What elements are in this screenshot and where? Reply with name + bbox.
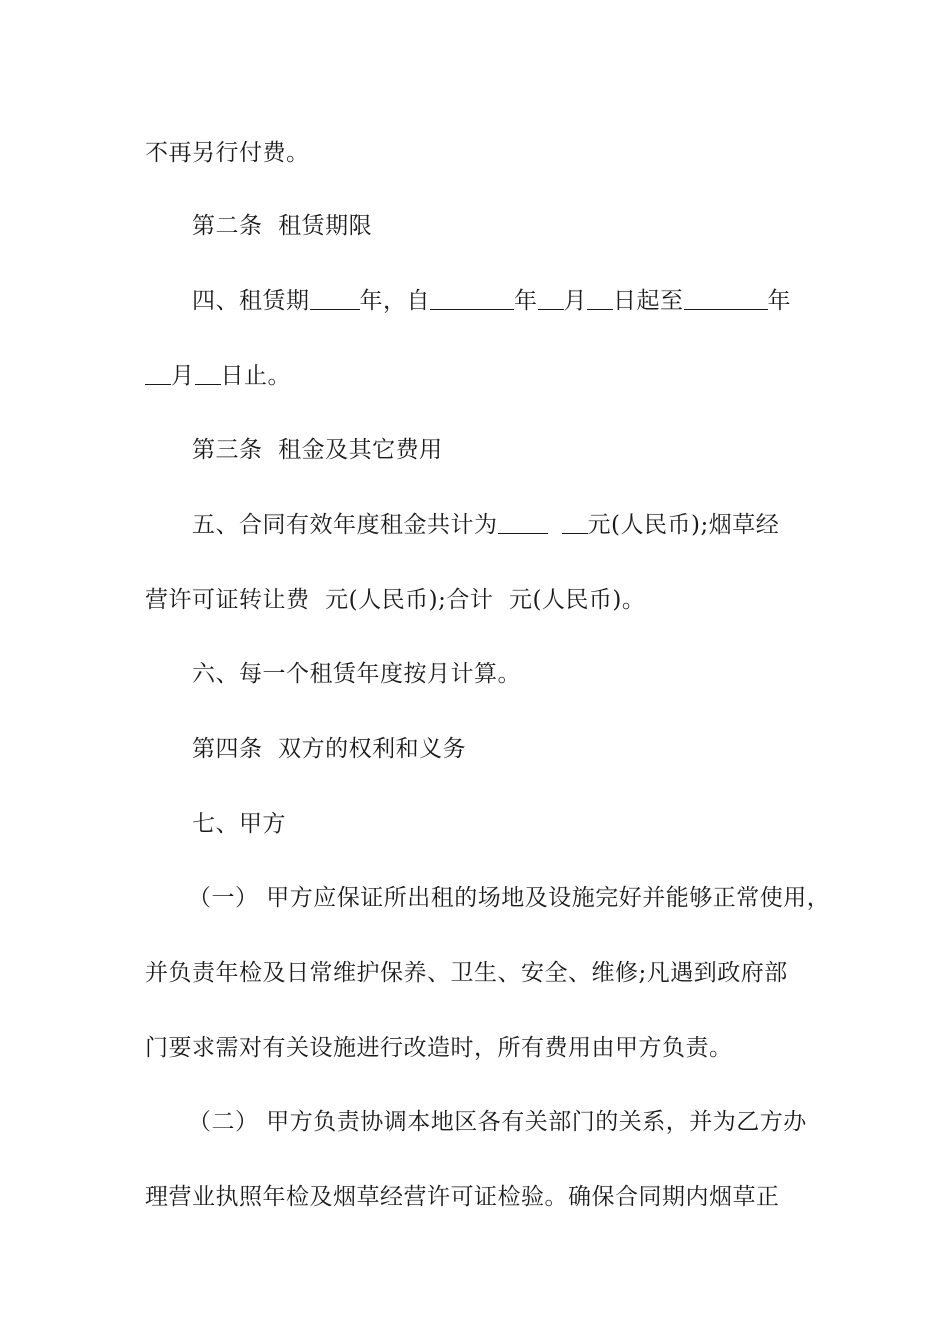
clause-5-continuation: 营许可证转让费 元(人民币);合计 元(人民币)。 xyxy=(145,587,646,613)
clause-4-text: 年 xyxy=(514,288,538,314)
clause-5-text: 元(人民币);烟草经 xyxy=(587,512,780,538)
clause-4-continuation xyxy=(145,361,291,391)
item-1-line-2: 并负责年检及日常维护保养、卫生、安全、维修;凡遇到政府部 xyxy=(145,960,788,986)
blank-end-year xyxy=(684,280,768,310)
clause-6: 六、每一个租赁年度按月计算。 xyxy=(192,661,521,687)
blank-end-month xyxy=(145,355,171,385)
blank-start-month xyxy=(538,280,564,310)
item-2-line-1: （二） 甲方负责协调本地区各有关部门的关系，并为乙方办 xyxy=(188,1109,807,1135)
blank-rent-amount-2 xyxy=(562,504,588,534)
clause-4-text: 年，自 xyxy=(359,288,430,314)
clause-4-text: 四、租赁期 xyxy=(192,288,310,314)
clause-4-text: 月 xyxy=(563,288,587,314)
article-2-heading: 第二条 租赁期限 xyxy=(192,213,373,239)
clause-4-lease-term xyxy=(192,286,791,316)
text-line-payment: 不再另行付费。 xyxy=(145,140,310,166)
blank-start-year xyxy=(430,280,514,310)
clause-4-cont-text: 日止。 xyxy=(220,363,291,389)
clause-4-cont-text: 月 xyxy=(171,363,195,389)
clause-5-text: 五、合同有效年度租金共计为 xyxy=(192,512,498,538)
clause-4-text: 日起至 xyxy=(613,288,684,314)
blank-years xyxy=(310,280,360,310)
clause-7: 七、甲方 xyxy=(192,811,286,837)
item-1-line-3: 门要求需对有关设施进行改造时，所有费用由甲方负责。 xyxy=(145,1035,733,1061)
clause-4-text: 年 xyxy=(767,288,791,314)
item-1-line-1: （一） 甲方应保证所出租的场地及设施完好并能够正常使用， xyxy=(188,885,831,911)
blank-start-day xyxy=(587,280,613,310)
article-4-heading: 第四条 双方的权利和义务 xyxy=(192,736,467,762)
item-2-line-2: 理营业执照年检及烟草经营许可证检验。确保合同期内烟草正 xyxy=(145,1184,780,1210)
blank-end-day xyxy=(195,355,221,385)
article-3-heading: 第三条 租金及其它费用 xyxy=(192,437,443,463)
blank-rent-amount xyxy=(498,504,548,534)
clause-5-rent xyxy=(192,510,779,540)
